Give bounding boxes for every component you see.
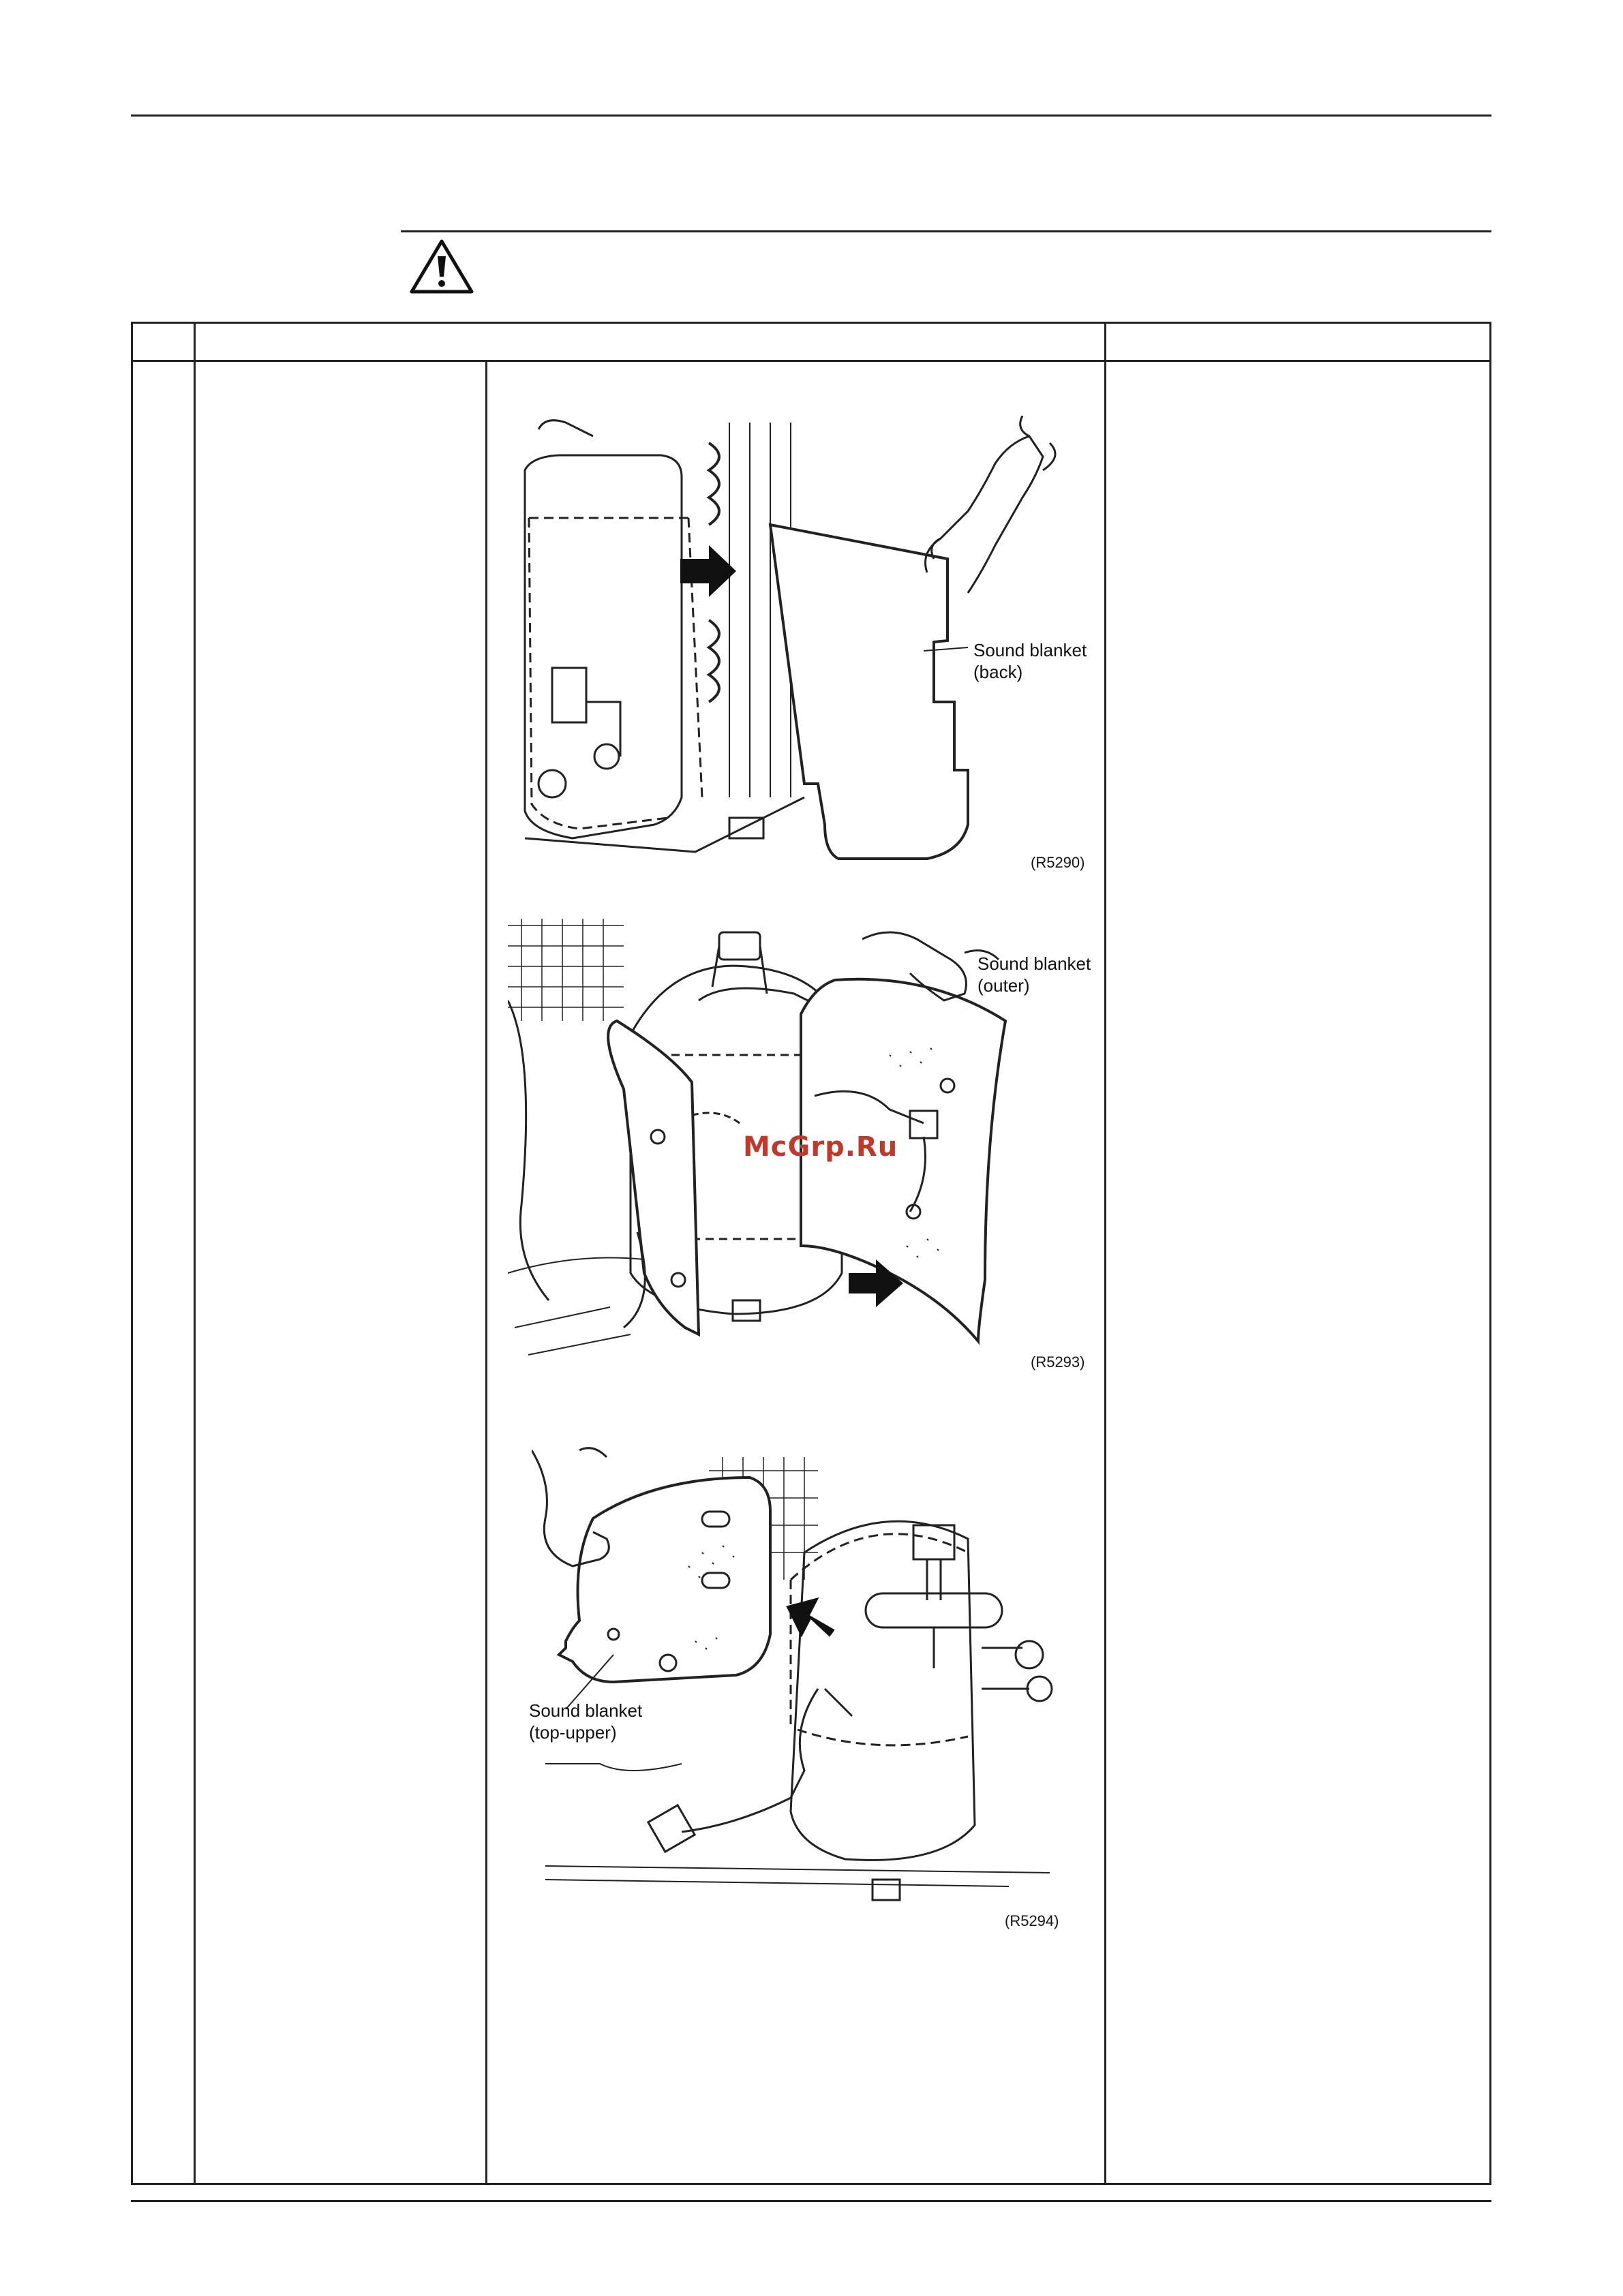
figure-ref-r5290: (R5290) [1031, 854, 1085, 871]
table-col-divider-1 [194, 322, 196, 2185]
figure-sound-blanket-top-upper [532, 1443, 1063, 1920]
label-sound-blanket-top-upper [529, 1700, 642, 1743]
label-sound-blanket-outer [977, 953, 1091, 996]
header-rule [131, 114, 1491, 117]
label-line2: (outer) [977, 975, 1030, 996]
figure-ref-r5294: (R5294) [1005, 1912, 1059, 1929]
label-line1: Sound blanket [977, 953, 1091, 974]
label-line1: Sound blanket [973, 640, 1087, 660]
label-line2: (top-upper) [529, 1722, 617, 1743]
arrow-icon [680, 545, 736, 597]
label-line1: Sound blanket [529, 1700, 643, 1721]
footer-rule [131, 2200, 1491, 2202]
figure-ref-r5293: (R5293) [1031, 1353, 1085, 1371]
label-sound-blanket-back [973, 639, 1087, 683]
arrow-icon [786, 1595, 836, 1645]
watermark: McGrp.Ru [743, 1131, 898, 1163]
caution-rule [401, 230, 1491, 232]
label-line2: (back) [973, 662, 1023, 682]
warning-triangle-icon [409, 239, 474, 294]
table-col-divider-2 [485, 360, 487, 2185]
table-header-divider [131, 360, 1491, 362]
